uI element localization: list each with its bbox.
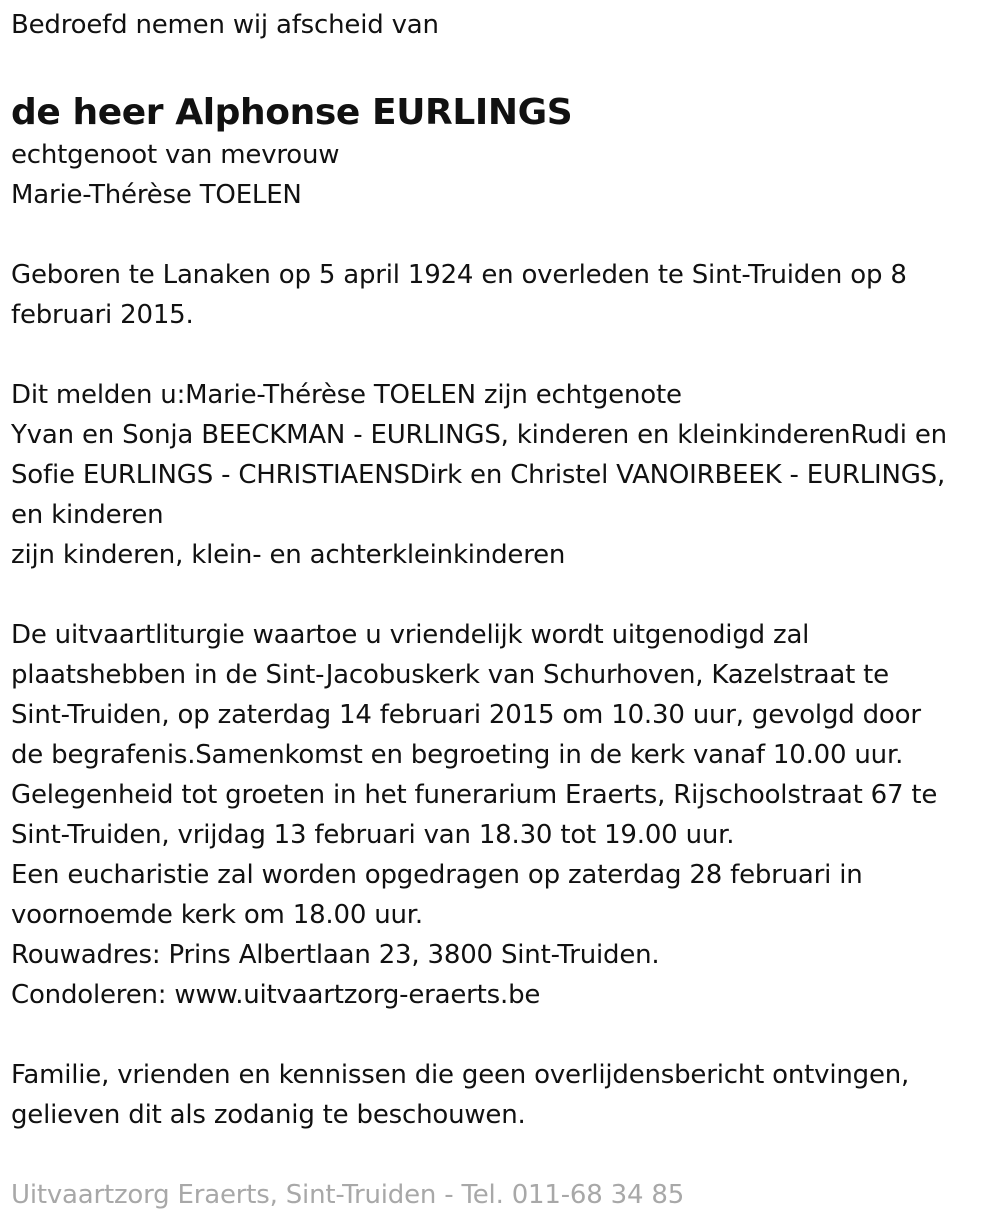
condolence-line: Condoleren: www.uitvaartzorg-eraerts.be — [11, 980, 541, 1010]
spacer — [11, 335, 991, 375]
spacer — [11, 215, 991, 255]
spacer — [11, 575, 991, 615]
funeral-home-footer: Uitvaartzorg Eraerts, Sint-Truiden - Tel. 011-68 34 85 — [11, 1180, 685, 1210]
announcer-line: en kinderen — [11, 500, 164, 530]
ceremony-line: de begrafenis.Samenkomst en begroeting in de kerk vanaf 10.00 uur. — [11, 740, 904, 770]
deceased-name: de heer Alphonse EURLINGS — [11, 92, 573, 133]
spacer — [11, 1015, 991, 1055]
ceremony-line: Sint-Truiden, vrijdag 13 februari van 18.30 tot 19.00 uur. — [11, 820, 735, 850]
closing-block — [11, 1055, 991, 1135]
spouse-name: Marie-Thérèse TOELEN — [11, 180, 302, 210]
ceremony-line: plaatshebben in de Sint-Jacobuskerk van Schurhoven, Kazelstraat te — [11, 660, 889, 690]
ceremony-line: voornoemde kerk om 18.00 uur. — [11, 900, 423, 930]
birth-death-line: Geboren te Lanaken op 5 april 1924 en overleden te Sint-Truiden op 8 — [11, 260, 907, 290]
ceremony-line: Gelegenheid tot groeten in het funerarium Eraerts, Rijschoolstraat 67 te — [11, 780, 938, 810]
relation-block — [11, 135, 991, 215]
ceremony-line: De uitvaartliturgie waartoe u vriendelijk wordt uitgenodigd zal — [11, 620, 810, 650]
announcer-line: zijn kinderen, klein- en achterkleinkinderen — [11, 540, 566, 570]
closing-line: Familie, vrienden en kennissen die geen overlijdensbericht ontvingen, — [11, 1060, 910, 1090]
ceremony-line: Een eucharistie zal worden opgedragen op zaterdag 28 februari in — [11, 860, 863, 890]
ceremony-block — [11, 615, 991, 1015]
ceremony-line: Sint-Truiden, op zaterdag 14 februari 2015 om 10.30 uur, gevolgd door — [11, 700, 921, 730]
announcer-line: Sofie EURLINGS - CHRISTIAENSDirk en Christel VANOIRBEEK - EURLINGS, — [11, 460, 946, 490]
announcers-block — [11, 375, 991, 575]
announcer-line: Dit melden u:Marie-Thérèse TOELEN zijn echtgenote — [11, 380, 682, 410]
spacer — [11, 1135, 991, 1175]
obituary-notice — [11, 0, 991, 1215]
closing-line: gelieven dit als zodanig te beschouwen. — [11, 1100, 526, 1130]
mourning-address: Rouwadres: Prins Albertlaan 23, 3800 Sint-Truiden. — [11, 940, 660, 970]
relation-line: echtgenoot van mevrouw — [11, 140, 340, 170]
intro-text: Bedroefd nemen wij afscheid van — [11, 10, 439, 40]
birth-death-block — [11, 255, 991, 335]
announcer-line: Yvan en Sonja BEECKMAN - EURLINGS, kinderen en kleinkinderenRudi en — [11, 420, 947, 450]
birth-death-line: februari 2015. — [11, 300, 194, 330]
